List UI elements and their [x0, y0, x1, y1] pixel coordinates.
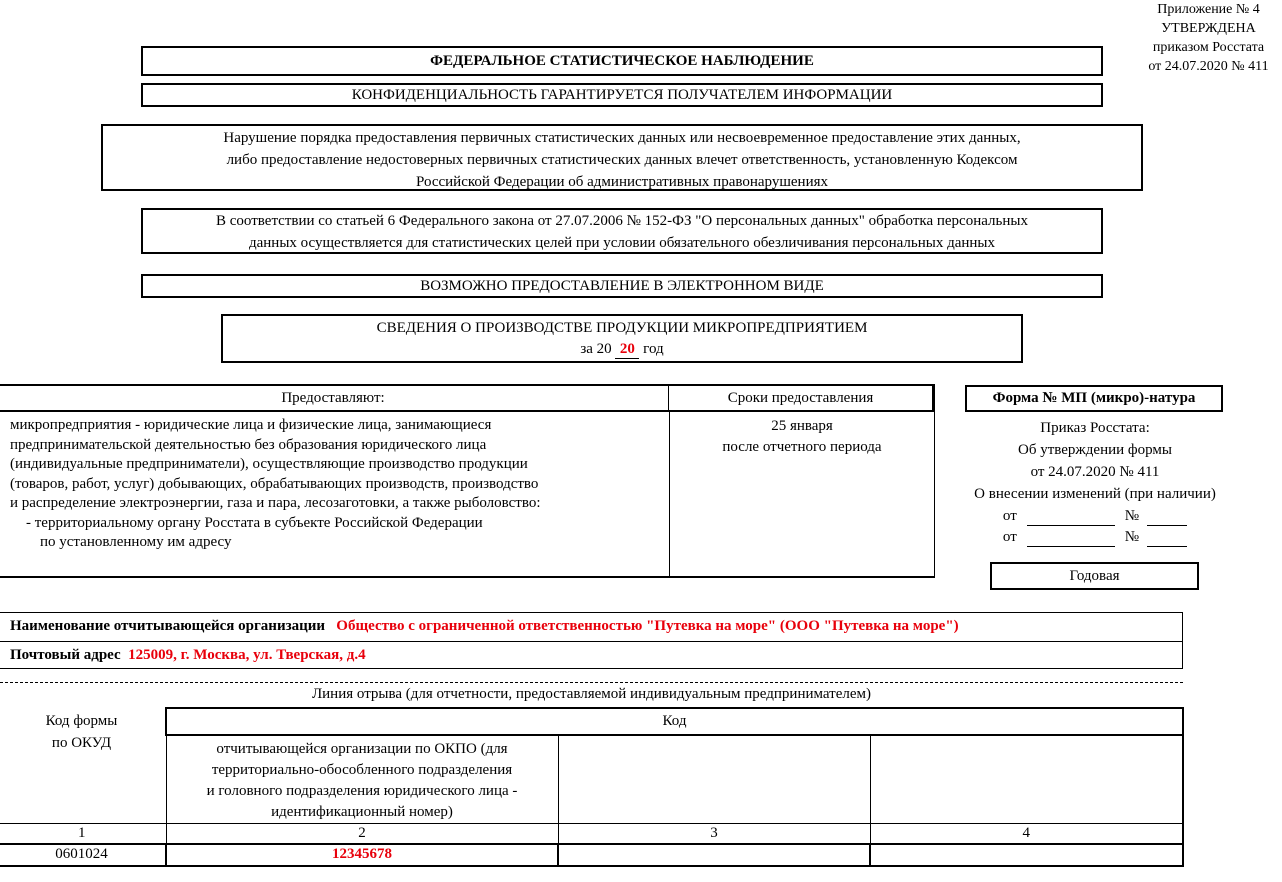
okud-code-value[interactable]: 0601024: [0, 844, 166, 866]
okpo-header-line-2: территориально-обособленного подразделения: [211, 762, 513, 778]
respondents-line-2: предпринимательской деятельностью без образования юридического лица: [10, 436, 487, 453]
amendment-row-2: [950, 526, 1240, 547]
personal-data-line-1: В соответствии со статьей 6 Федерального закона от 27.07.2006 № 152-ФЗ "О персональных данных" обработка персональных: [216, 213, 1028, 229]
deadline-description: [670, 416, 934, 458]
recipient-line-1: - территориальному органу Росстата в субъекте Российской Федерации: [26, 514, 483, 531]
order-line-3: от 24.07.2020 № 411: [1030, 464, 1160, 480]
amendment-number-field-2[interactable]: [1147, 530, 1187, 547]
report-title: СВЕДЕНИЯ О ПРОИЗВОДСТВЕ ПРОДУКЦИИ МИКРОПРЕДПРИЯТИЕМ: [376, 320, 868, 336]
respondents-line-5: и распределение электроэнергии, газа и пара, лесозаготовки, а также рыболовство:: [10, 495, 541, 511]
code-header: Код: [166, 708, 1183, 735]
order-line-2: Об утверждении формы: [1018, 442, 1172, 458]
confidentiality-notice: КОНФИДЕНЦИАЛЬНОСТЬ ГАРАНТИРУЕТСЯ ПОЛУЧАТЕЛЕМ ИНФОРМАЦИИ: [141, 83, 1103, 107]
deadline-date: 25 января: [771, 418, 833, 434]
frequency-badge: Годовая: [990, 562, 1199, 590]
okud-header-line-2: по ОКУД: [51, 735, 112, 751]
col3-value[interactable]: [558, 844, 870, 866]
amendment-from-label: от: [1002, 508, 1017, 524]
report-title-box: [221, 314, 1023, 363]
period-prefix: за 20: [580, 341, 612, 357]
column-number-3: 3: [558, 824, 870, 845]
respondents-header: Предоставляют:: [0, 386, 669, 412]
postal-address-label: Почтовый адрес: [10, 647, 121, 663]
respondents-line-4: (товаров, работ, услуг) добывающих, обрабатывающих производств, производство: [10, 475, 539, 492]
amendment-number-label: №: [1124, 508, 1140, 524]
deadline-header: Сроки предоставления: [669, 386, 934, 412]
approval-appendix: Приложение № 4: [1157, 2, 1260, 17]
respondents-line-1: микропредприятия - юридические лица и физические лица, занимающиеся: [10, 417, 492, 433]
respondents-table: [0, 384, 935, 578]
amendments-label: О внесении изменений (при наличии): [974, 486, 1216, 502]
report-period: [223, 339, 1021, 360]
form-number: Форма № МП (микро)-натура: [965, 385, 1223, 412]
organization-name-label: Наименование отчитывающейся организации: [10, 618, 326, 634]
organization-name-row: [0, 613, 1182, 641]
organization-info: [0, 612, 1183, 669]
codes-table: [0, 707, 1183, 867]
violation-line-3: Российской Федерации об административных правонарушениях: [415, 174, 828, 190]
okud-header: [0, 708, 166, 824]
amendment-number-field-1[interactable]: [1147, 509, 1187, 526]
personal-data-notice: [141, 208, 1103, 254]
recipient-line-2: по установленному им адресу: [40, 534, 232, 550]
amendment-number-label: №: [1124, 529, 1140, 545]
approval-order: приказом Росстата: [1152, 40, 1265, 55]
respondents-line-3: (индивидуальные предприниматели), осуществляющие производство продукции: [10, 456, 528, 472]
postal-address-value[interactable]: 125009, г. Москва, ул. Тверская, д.4: [128, 647, 366, 663]
amendment-date-field-2[interactable]: [1027, 530, 1115, 547]
okpo-header-line-1: отчитывающейся организации по ОКПО (для: [216, 741, 508, 757]
postal-address-row: [0, 641, 1182, 669]
amendment-row-1: [950, 505, 1240, 526]
tear-line-label: Линия отрыва (для отчетности, предоставляемой индивидуальным предпринимателем): [311, 686, 872, 702]
electronic-submission-notice: ВОЗМОЖНО ПРЕДОСТАВЛЕНИЕ В ЭЛЕКТРОННОМ ВИДЕ: [141, 274, 1103, 298]
okpo-header-line-3: и головного подразделения юридического лица -: [206, 783, 518, 799]
violation-line-1: Нарушение порядка предоставления первичных статистических данных или несвоевременное предоставление этих данных,: [223, 130, 1021, 146]
column-number-4: 4: [870, 824, 1183, 845]
column-number-1: 1: [0, 824, 166, 845]
okud-header-line-1: Код формы: [45, 713, 118, 729]
violation-line-2: либо предоставление недостоверных первичных статистических данных влечет ответственность, установленную Кодексом: [226, 152, 1018, 168]
col4-value[interactable]: [870, 844, 1183, 866]
violation-notice: [101, 124, 1143, 191]
order-info: [950, 417, 1240, 547]
approval-date: от 24.07.2020 № 411: [1148, 59, 1269, 74]
okpo-header-line-4: идентификационный номер): [271, 804, 453, 820]
approval-note: [1140, 0, 1277, 76]
okpo-code-value[interactable]: 12345678: [166, 844, 558, 866]
personal-data-line-2: данных осуществляется для статистических целей при условии обязательного обезличивания персональных данных: [248, 235, 995, 251]
col4-header: [870, 735, 1183, 824]
period-suffix: год: [643, 341, 664, 357]
order-line-1: Приказ Росстата:: [1040, 420, 1150, 436]
amendment-date-field-1[interactable]: [1027, 509, 1115, 526]
okpo-header: [166, 735, 558, 824]
column-number-2: 2: [166, 824, 558, 845]
deadline-period: после отчетного периода: [722, 439, 882, 455]
col3-header: [558, 735, 870, 824]
organization-name-value[interactable]: Общество с ограниченной ответственностью "Путевка на море" (ООО "Путевка на море"): [336, 618, 959, 634]
tear-line: [0, 682, 1183, 683]
federal-observation-title: ФЕДЕРАЛЬНОЕ СТАТИСТИЧЕСКОЕ НАБЛЮДЕНИЕ: [141, 46, 1103, 76]
amendment-from-label: от: [1002, 529, 1017, 545]
approval-approved: УТВЕРЖДЕНА: [1161, 21, 1256, 36]
respondents-description: [10, 416, 660, 553]
period-year-field[interactable]: 20: [615, 341, 639, 359]
